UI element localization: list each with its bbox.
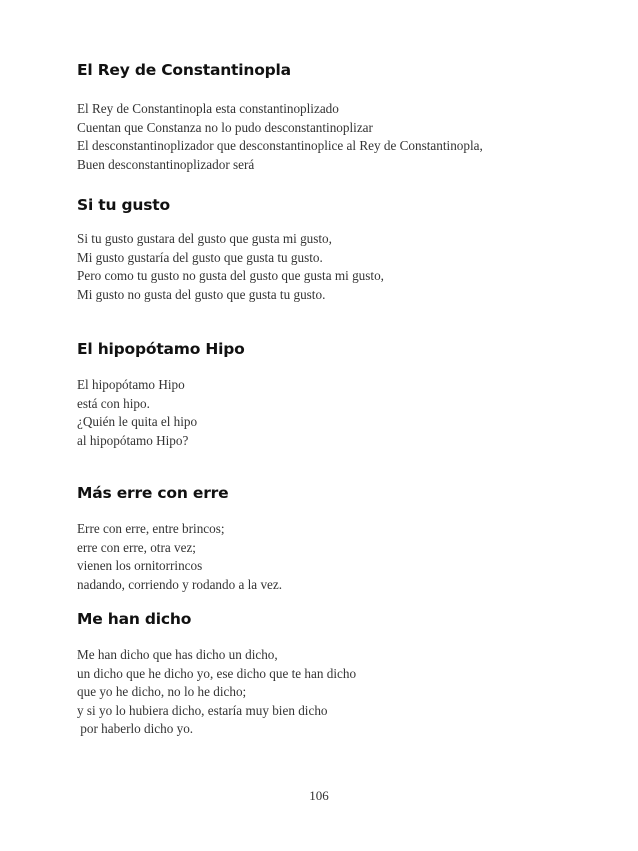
poem-line: Cuentan que Constanza no lo pudo desconstantinoplizar bbox=[77, 119, 373, 135]
poem-rey-constantinopla bbox=[77, 60, 577, 174]
poem-line: El desconstantinoplizador que desconstantinoplice al Rey de Constantinopla, bbox=[77, 138, 483, 154]
poem-title: Más erre con erre bbox=[77, 484, 229, 502]
poem-line: al hipopótamo Hipo? bbox=[77, 432, 189, 448]
poem-lines bbox=[77, 100, 577, 174]
poem-line: vienen los ornitorrincos bbox=[77, 558, 203, 574]
poem-line: Me han dicho que has dicho un dicho, bbox=[77, 647, 278, 662]
poem-hipopotamo-hipo bbox=[77, 339, 577, 450]
poem-line: ¿Quién le quita el hipo bbox=[77, 414, 198, 430]
poem-line: Mi gusto gustaría del gusto que gusta tu gusto. bbox=[77, 249, 323, 265]
poem-line: Buen desconstantinoplizador será bbox=[77, 156, 255, 172]
poem-line: El hipopótamo Hipo bbox=[77, 377, 185, 392]
page-number: 106 bbox=[309, 788, 329, 803]
poem-line: Si tu gusto gustara del gusto que gusta mi gusto, bbox=[77, 231, 332, 246]
poem-me-han-dicho bbox=[77, 609, 577, 739]
poem-line: está con hipo. bbox=[77, 395, 150, 411]
poem-lines bbox=[77, 646, 577, 739]
poem-title: Me han dicho bbox=[77, 610, 192, 628]
poem-lines bbox=[77, 520, 577, 594]
poem-line: nadando, corriendo y rodando a la vez. bbox=[77, 576, 283, 592]
poem-line: Pero como tu gusto no gusta del gusto que gusta mi gusto, bbox=[77, 268, 384, 284]
poem-title: El Rey de Constantinopla bbox=[77, 61, 291, 79]
poem-line: por haberlo dicho yo. bbox=[77, 721, 194, 737]
poem-lines bbox=[77, 230, 577, 304]
poem-line: El Rey de Constantinopla esta constantinoplizado bbox=[77, 101, 339, 116]
poem-line: un dicho que he dicho yo, ese dicho que te han dicho bbox=[77, 665, 357, 681]
poem-line: que yo he dicho, no lo he dicho; bbox=[77, 684, 247, 700]
poem-mas-erre-con-erre bbox=[77, 483, 577, 594]
poem-lines bbox=[77, 376, 577, 450]
poem-line: erre con erre, otra vez; bbox=[77, 539, 196, 555]
poem-line: Erre con erre, entre brincos; bbox=[77, 521, 225, 536]
poem-title: El hipopótamo Hipo bbox=[77, 340, 245, 358]
poem-si-tu-gusto bbox=[77, 195, 577, 304]
poem-line: Mi gusto no gusta del gusto que gusta tu gusto. bbox=[77, 286, 326, 302]
poem-line: y si yo lo hubiera dicho, estaría muy bien dicho bbox=[77, 702, 328, 718]
poem-title: Si tu gusto bbox=[77, 196, 170, 214]
